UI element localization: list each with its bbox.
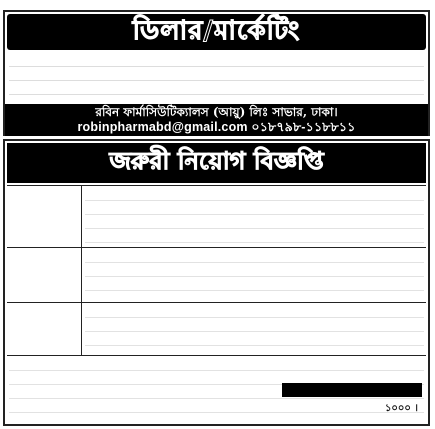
description-line — [85, 264, 424, 277]
description-line — [85, 333, 424, 346]
position-description — [85, 250, 424, 300]
description-line — [85, 230, 424, 243]
position-cell — [7, 303, 82, 355]
company-name: রবিন ফার্মাসিউটিক্যালস (আয়ু) লিঃ সাভার, ঢাকা। — [95, 105, 338, 119]
contact-band — [5, 104, 428, 136]
urgent-recruitment-title: জরুরী নিয়োগ বিজ্ঞপ্তি — [109, 146, 324, 175]
application-note — [7, 355, 426, 422]
intro-line — [9, 68, 424, 81]
position-row — [7, 185, 426, 247]
dealer-marketing-title: ডিলার/মার্কেটিং — [132, 16, 301, 46]
description-line — [85, 188, 424, 201]
position-row — [7, 302, 426, 355]
description-line — [85, 305, 424, 318]
note-line — [9, 400, 424, 413]
intro-paragraph — [9, 54, 424, 104]
position-count — [14, 331, 74, 339]
position-description — [85, 188, 424, 245]
position-title — [14, 265, 74, 273]
company-stamp — [282, 383, 422, 397]
description-line — [85, 202, 424, 215]
position-count — [14, 219, 74, 227]
description-line — [85, 216, 424, 229]
deadline-text: ১০০০ । — [384, 403, 418, 414]
position-title — [14, 319, 74, 327]
description-line — [85, 319, 424, 332]
urgent-recruitment-ad — [3, 139, 430, 426]
urgent-recruitment-banner — [7, 143, 426, 183]
description-line — [85, 250, 424, 263]
description-line — [85, 278, 424, 291]
position-row — [7, 247, 426, 302]
position-cell — [7, 248, 82, 302]
position-description — [85, 305, 424, 353]
position-count — [14, 277, 74, 285]
intro-line — [9, 82, 424, 95]
top-strip-text — [300, 0, 430, 10]
intro-line — [9, 54, 424, 67]
dealer-marketing-banner — [7, 14, 426, 50]
dealer-marketing-ad — [3, 10, 430, 136]
position-title — [14, 207, 74, 215]
position-cell — [7, 186, 82, 247]
note-line — [9, 358, 424, 371]
email-phone-line: robinpharmabd@gmail.com ০১৮৭৯৮-১১৮৮১১ — [77, 120, 356, 134]
